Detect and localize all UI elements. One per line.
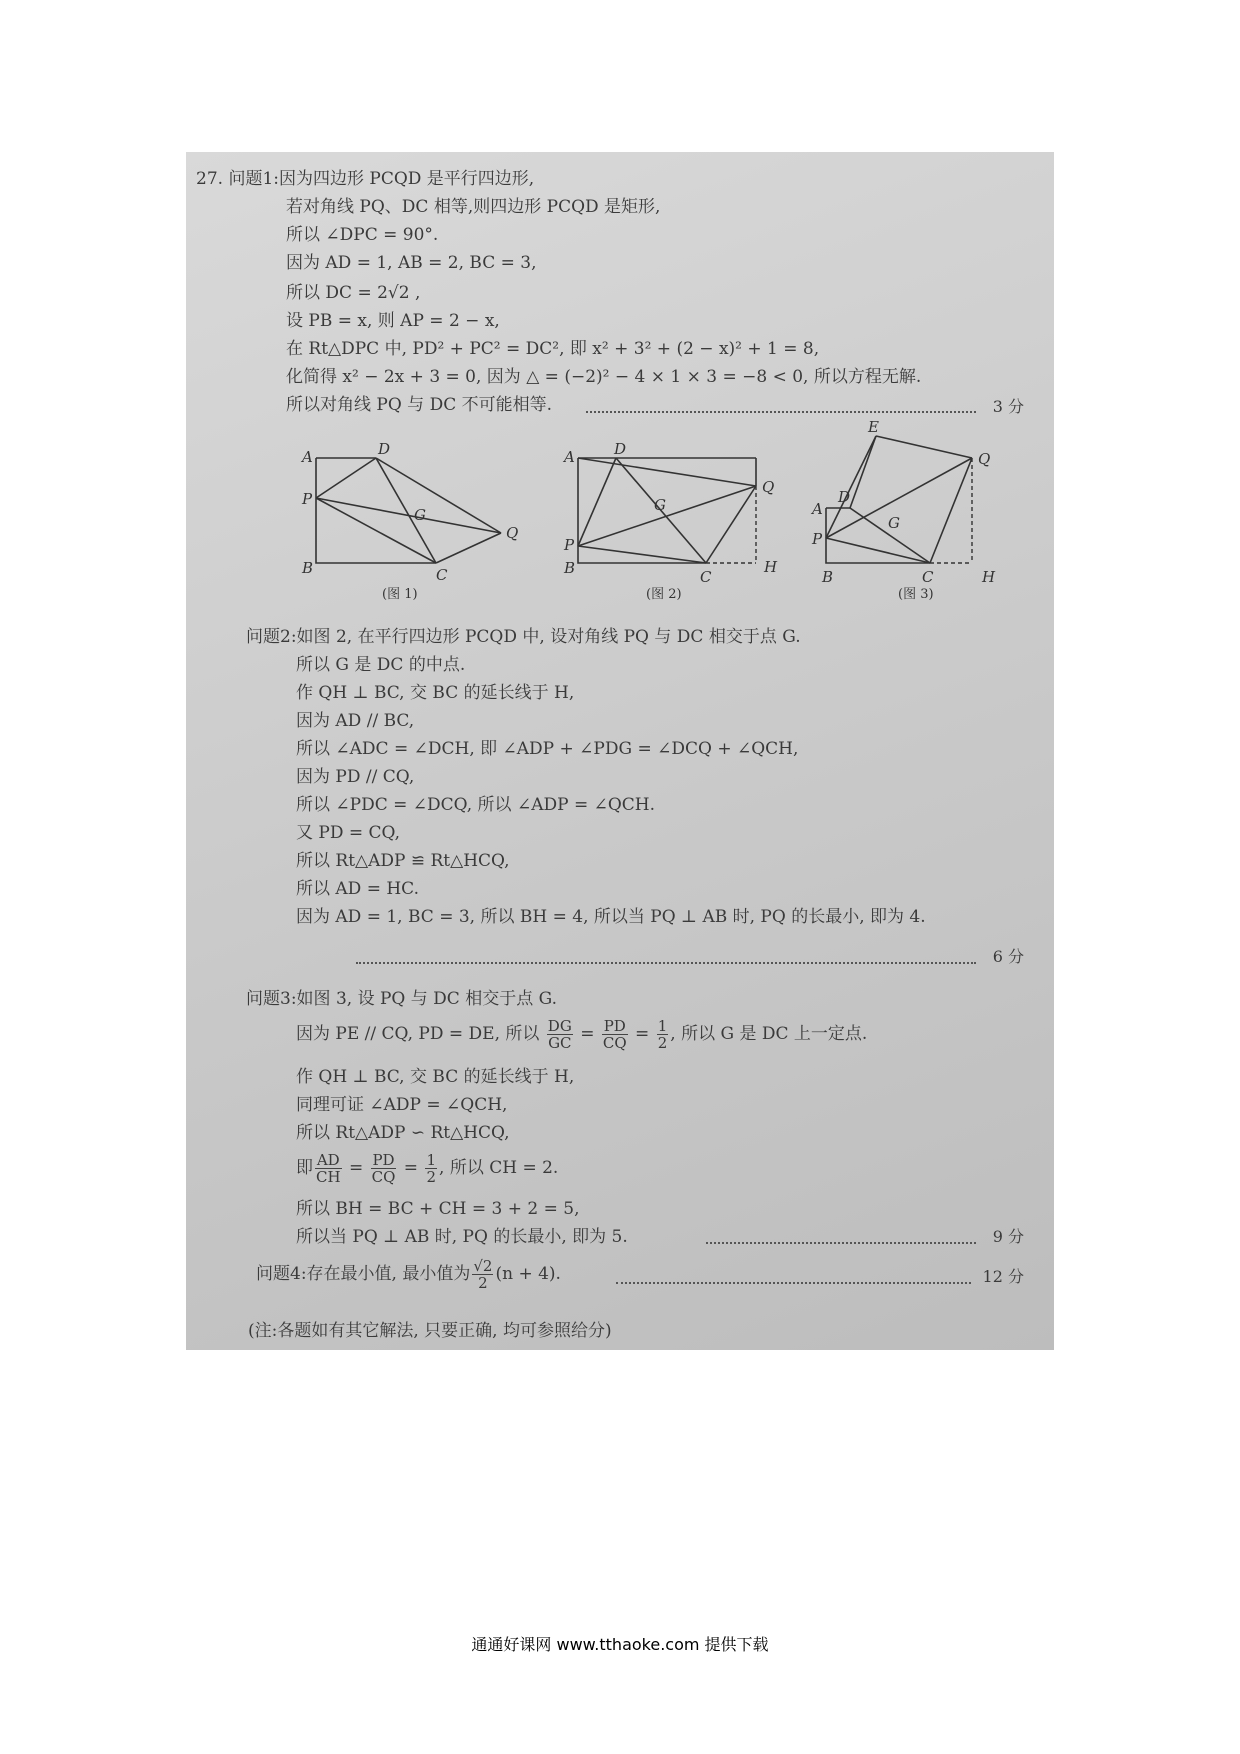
p2-line3: 作 QH ⊥ BC, 交 BC 的延长线于 H,	[296, 683, 575, 703]
p2-line9: 所以 Rt△ADP ≌ Rt△HCQ,	[296, 851, 510, 871]
p4-points: 12 分	[982, 1267, 1024, 1286]
svg-text:Q: Q	[762, 478, 775, 496]
footer-credit: 通通好课网 www.tthaoke.com 提供下载	[471, 1635, 769, 1654]
p3-line3: 作 QH ⊥ BC, 交 BC 的延长线于 H,	[296, 1067, 575, 1087]
p2-line10: 所以 AD = HC.	[296, 879, 419, 899]
p1-line8: 化简得 x² − 2x + 3 = 0, 因为 △ = (−2)² − 4 × 1 × 3 = −8 < 0, 所以方程无解.	[286, 367, 922, 387]
svg-text:H: H	[764, 558, 778, 576]
svg-text:P: P	[564, 536, 575, 554]
svg-text:H: H	[982, 568, 996, 586]
p2-line5: 所以 ∠ADC = ∠DCH, 即 ∠ADP + ∠PDG = ∠DCQ + ∠QCH,	[296, 739, 799, 759]
svg-text:B: B	[564, 559, 576, 577]
geometry-figures	[186, 418, 1054, 602]
p1-line4: 因为 AD = 1, AB = 2, BC = 3,	[286, 253, 537, 273]
p3-line4: 同理可证 ∠ADP = ∠QCH,	[296, 1095, 508, 1115]
p1-line3: 所以 ∠DPC = 90°.	[286, 225, 439, 245]
svg-text:D: D	[614, 440, 627, 458]
p1-line6: 设 PB = x, 则 AP = 2 − x,	[286, 311, 500, 331]
svg-text:G: G	[414, 506, 426, 524]
svg-text:C: C	[436, 566, 448, 584]
p1-line2: 若对角线 PQ、DC 相等,则四边形 PCQD 是矩形,	[286, 197, 661, 217]
svg-text:Q: Q	[978, 450, 991, 468]
fig2-caption: (图 2)	[646, 587, 682, 602]
scoring-note: (注:各题如有其它解法, 只要正确, 均可参照给分)	[248, 1321, 612, 1341]
p2-line1: 问题2:如图 2, 在平行四边形 PCQD 中, 设对角线 PQ 与 DC 相交于点 G.	[246, 627, 801, 647]
svg-text:P: P	[812, 530, 823, 548]
p3-line2: 因为 PE // CQ, PD = DE, 所以 $\frac{DG}{GC}$ = $\frac{PD}{CQ}$ = $\frac{1}{2}$ , 所以 G 是 DC 上一定点.	[296, 1017, 868, 1052]
p2-dots	[356, 962, 976, 964]
p1-line9: 所以对角线 PQ 与 DC 不可能相等.	[286, 395, 553, 415]
p3-dots	[706, 1242, 976, 1244]
fig1-caption: (图 1)	[382, 587, 418, 602]
p1-line5: 所以 DC = 2√2 ,	[286, 283, 421, 303]
p3-points: 9 分	[992, 1227, 1024, 1246]
p2-line8: 又 PD = CQ,	[296, 823, 401, 843]
svg-text:G: G	[888, 514, 900, 532]
fig3-caption: (图 3)	[898, 587, 934, 602]
p1-dots	[586, 411, 976, 413]
svg-text:A: A	[302, 448, 313, 466]
p3-line5: 所以 Rt△ADP ∽ Rt△HCQ,	[296, 1123, 510, 1143]
figure-2	[578, 458, 756, 563]
p3-line6: 即 $\frac{AD}{CH}$ = $\frac{PD}{CQ}$ = $\frac{1}{2}$ , 所以 CH = 2.	[296, 1151, 559, 1186]
svg-text:B: B	[302, 559, 314, 577]
p1-points: 3 分	[992, 397, 1024, 416]
p3-line1: 问题3:如图 3, 设 PQ 与 DC 相交于点 G.	[246, 989, 557, 1009]
svg-text:Q: Q	[506, 524, 519, 542]
p2-line6: 因为 PD // CQ,	[296, 767, 415, 787]
svg-text:P: P	[302, 490, 313, 508]
svg-text:C: C	[922, 568, 934, 586]
p2-points: 6 分	[992, 947, 1024, 966]
p4-line: 问题4:存在最小值, 最小值为 $\frac{√2}{2}$ (n + 4).	[256, 1257, 561, 1292]
svg-text:C: C	[700, 568, 712, 586]
svg-text:G: G	[654, 496, 666, 514]
svg-text:D: D	[838, 488, 851, 506]
p3-line7: 所以 BH = BC + CH = 3 + 2 = 5,	[296, 1199, 580, 1219]
p4-dots	[616, 1282, 971, 1284]
svg-text:D: D	[378, 440, 391, 458]
p2-line2: 所以 G 是 DC 的中点.	[296, 655, 466, 675]
p2-line11: 因为 AD = 1, BC = 3, 所以 BH = 4, 所以当 PQ ⊥ AB 时, PQ 的长最小, 即为 4.	[296, 907, 926, 927]
p3-line8: 所以当 PQ ⊥ AB 时, PQ 的长最小, 即为 5.	[296, 1227, 628, 1247]
svg-text:B: B	[822, 568, 834, 586]
figure-1	[316, 458, 501, 563]
p1-line1: 27. 问题1:因为四边形 PCQD 是平行四边形,	[196, 169, 535, 189]
svg-text:A: A	[564, 448, 575, 466]
p2-line4: 因为 AD // BC,	[296, 711, 415, 731]
svg-text:E: E	[868, 418, 879, 436]
svg-text:A: A	[812, 500, 823, 518]
p2-line7: 所以 ∠PDC = ∠DCQ, 所以 ∠ADP = ∠QCH.	[296, 795, 656, 815]
scanned-page-photo	[186, 152, 1054, 1350]
p1-line7: 在 Rt△DPC 中, PD² + PC² = DC², 即 x² + 3² + (2 − x)² + 1 = 8,	[286, 339, 820, 359]
